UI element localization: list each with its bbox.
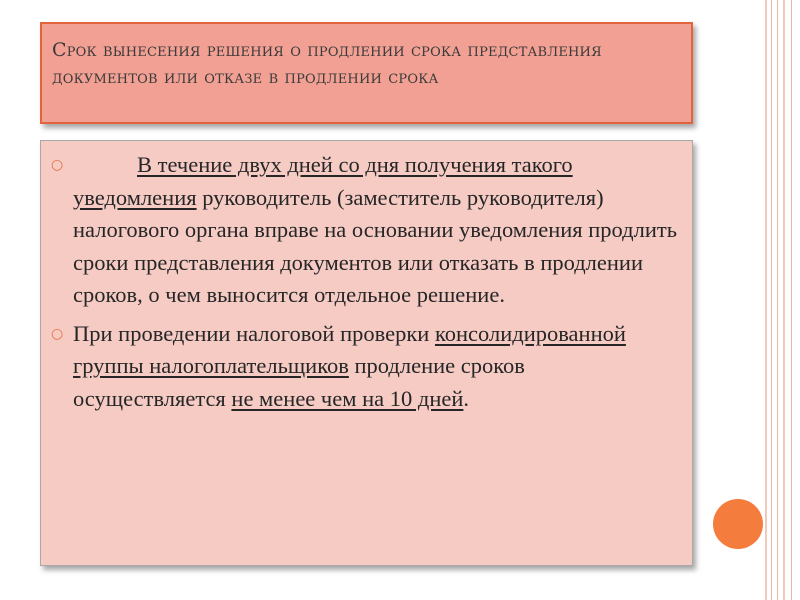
circle-bullet-icon: ○: [51, 325, 64, 342]
underlined-phrase: консолидированной группы налогоплательщиков: [73, 320, 626, 378]
bullet-text: При проведении налоговой проверки: [73, 320, 435, 346]
decorative-stripes: [765, 0, 795, 600]
slide-content-box: [40, 140, 693, 566]
slide-title-box: [40, 22, 693, 124]
underlined-phrase: не менее чем на 10 дней: [231, 385, 464, 411]
bullet-text: продление сроков осуществляется: [73, 353, 525, 411]
orange-circle-decoration: [713, 499, 763, 549]
stripe-line: [771, 0, 772, 600]
stripe-line: [783, 0, 785, 600]
underlined-phrase: В течение двух дней со дня получения такого уведомления: [73, 152, 573, 210]
bullet-text: руководитель (заместитель руководителя) налогового органа вправе на основании уведомления продлить сроки представления документов или отказать в продлении сроков, о чем выносится отдельное решение.: [73, 184, 677, 307]
stripe-line: [765, 0, 767, 600]
slide-title: Срок вынесения решения о продлении срока представления документов или отказе в продлении срока: [52, 39, 602, 88]
bullet-item: [51, 318, 680, 416]
circle-bullet-icon: ○: [51, 157, 64, 173]
bullet-item: [51, 149, 680, 312]
stripe-line: [777, 0, 778, 600]
bullet-text: .: [463, 385, 470, 411]
stripe-line: [791, 0, 792, 600]
